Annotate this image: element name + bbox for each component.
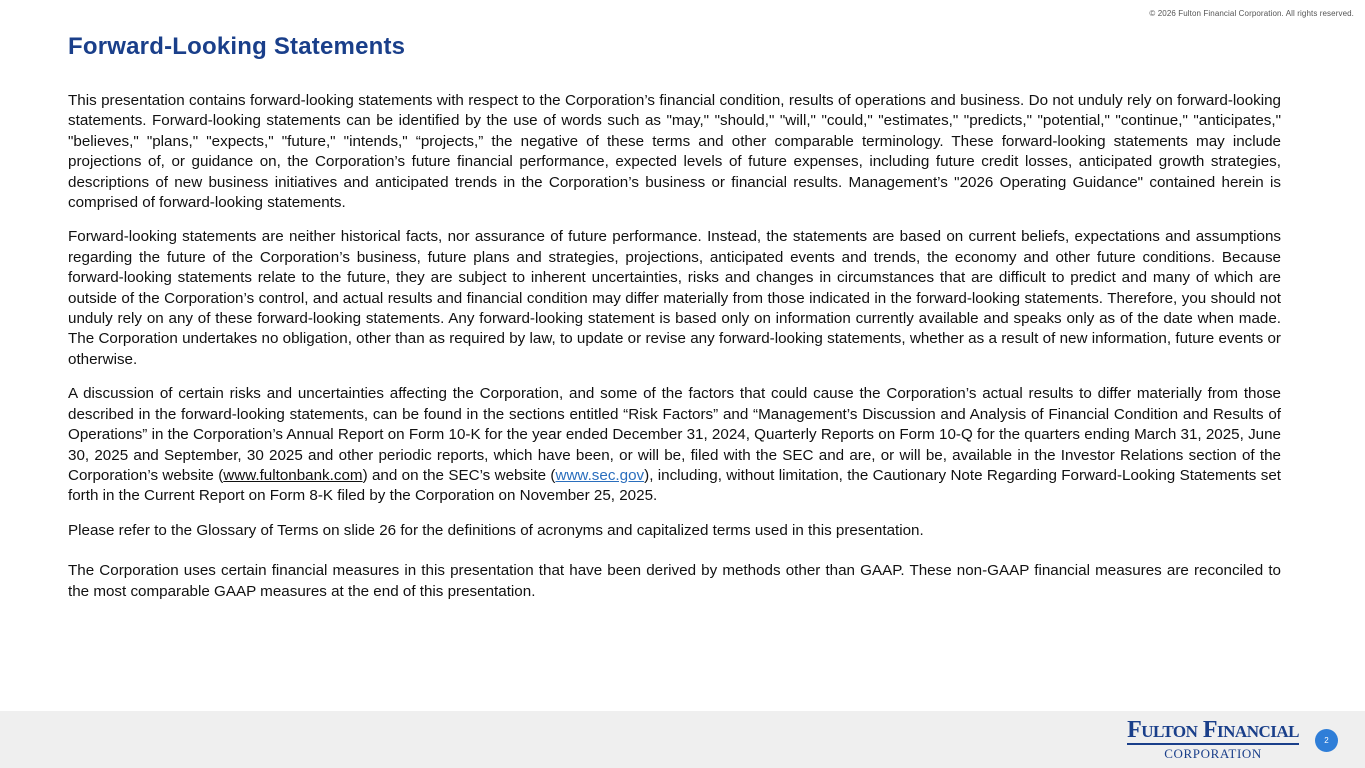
logo-divider — [1127, 743, 1299, 745]
footer-bar — [0, 711, 1365, 768]
paragraph-assurance: Forward-looking statements are neither historical facts, nor assurance of future performance. Instead, the statements are based on current beliefs, expectations and assumptions regarding the future of the Corporation’s business, future plans and strategies, projections, anticipated events and trends, the economy and other future conditions. Because forward-looking statements relate to the future, they are subject to inherent uncertainties, risks and changes in circumstances that are difficult to predict and many of which are outside of the Corporation’s control, and actual results and financial condition may differ materially from those indicated in the forward-looking statements. Therefore, you should not unduly rely on any of these forward-looking statements. Any forward-looking statement is based only on information currently available and speaks only as of the date when made. The Corporation undertakes no obligation, other than as required by law, to update or revise any forward-looking statements, whether as a result of new information, future events or otherwise. — [68, 228, 1281, 368]
paragraph-non-gaap: The Corporation uses certain financial measures in this presentation that have been derived by methods other than GAAP. These non-GAAP financial measures are reconciled to the most comparable GAAP measures at the end of this presentation. — [68, 562, 1281, 600]
paragraph-forward-looking-intro: This presentation contains forward-looking statements with respect to the Corporation’s financial condition, results of operations and business. Do not unduly rely on forward-looking statements. Forward-looking statements can be identified by the use of words such as "may," "should," "will," "could," "estimates," "predicts," "potential," "continue," "anticipates," "believes," "plans," "expects," "future," "intends," “projects,” the negative of these terms and other comparable terminology. These forward-looking statements may include projections of, or guidance on, the Corporation’s future financial performance, expected levels of future expenses, including future credit losses, anticipated growth strategies, descriptions of new business initiatives and anticipated trends in the Corporation’s business or financial results. Management’s "2026 Operating Guidance" contained herein is comprised of forward-looking statements. — [68, 92, 1281, 212]
fulton-financial-logo — [1127, 718, 1299, 761]
slide-body — [68, 91, 1281, 602]
page-number-badge: 2 — [1315, 729, 1338, 752]
sec-link[interactable]: www.sec.gov — [555, 466, 645, 484]
copyright-notice: © 2026 Fulton Financial Corporation. All rights reserved. — [1149, 9, 1354, 18]
page-title: Forward-Looking Statements — [68, 33, 406, 60]
paragraph-glossary: Please refer to the Glossary of Terms on slide 26 for the definitions of acronyms and capitalized terms used in this presentation. — [68, 521, 924, 539]
risk-text-part3: ), including, without limitation, the Cautionary Note Regarding Forward-Looking Statements set forth in the Current Report on Form 8-K filed by the Corporation on November 25, 2025. — [68, 466, 1281, 505]
fultonbank-link[interactable]: www.fultonbank.com — [223, 466, 363, 484]
logo-wordmark: Fulton Financial — [1127, 717, 1299, 743]
risk-text-part2: ) and on the SEC’s website ( — [362, 466, 556, 484]
logo-subtitle: CORPORATION — [1164, 746, 1262, 761]
risk-text-part1: A discussion of certain risks and uncertainties affecting the Corporation, and some of the factors that could cause the Corporation’s actual results to differ materially from those described in the forward-looking statements, can be found in the sections entitled “Risk Factors” and “Management’s Discussion and Analysis of Financial Condition and Results of Operations” in the Corporation’s Annual Report on Form 10-K for the year ended December 31, 2024, Quarterly Reports on Form 10-Q for the quarters ending March 31, 2025, June 30, 2025 and September, 30 2025 and other periodic reports, which have been, or will be, filed with the SEC and are, or will be, available in the Investor Relations section of the Corporation’s website ( — [68, 385, 1281, 484]
paragraph-risk-discussion — [68, 384, 1281, 506]
